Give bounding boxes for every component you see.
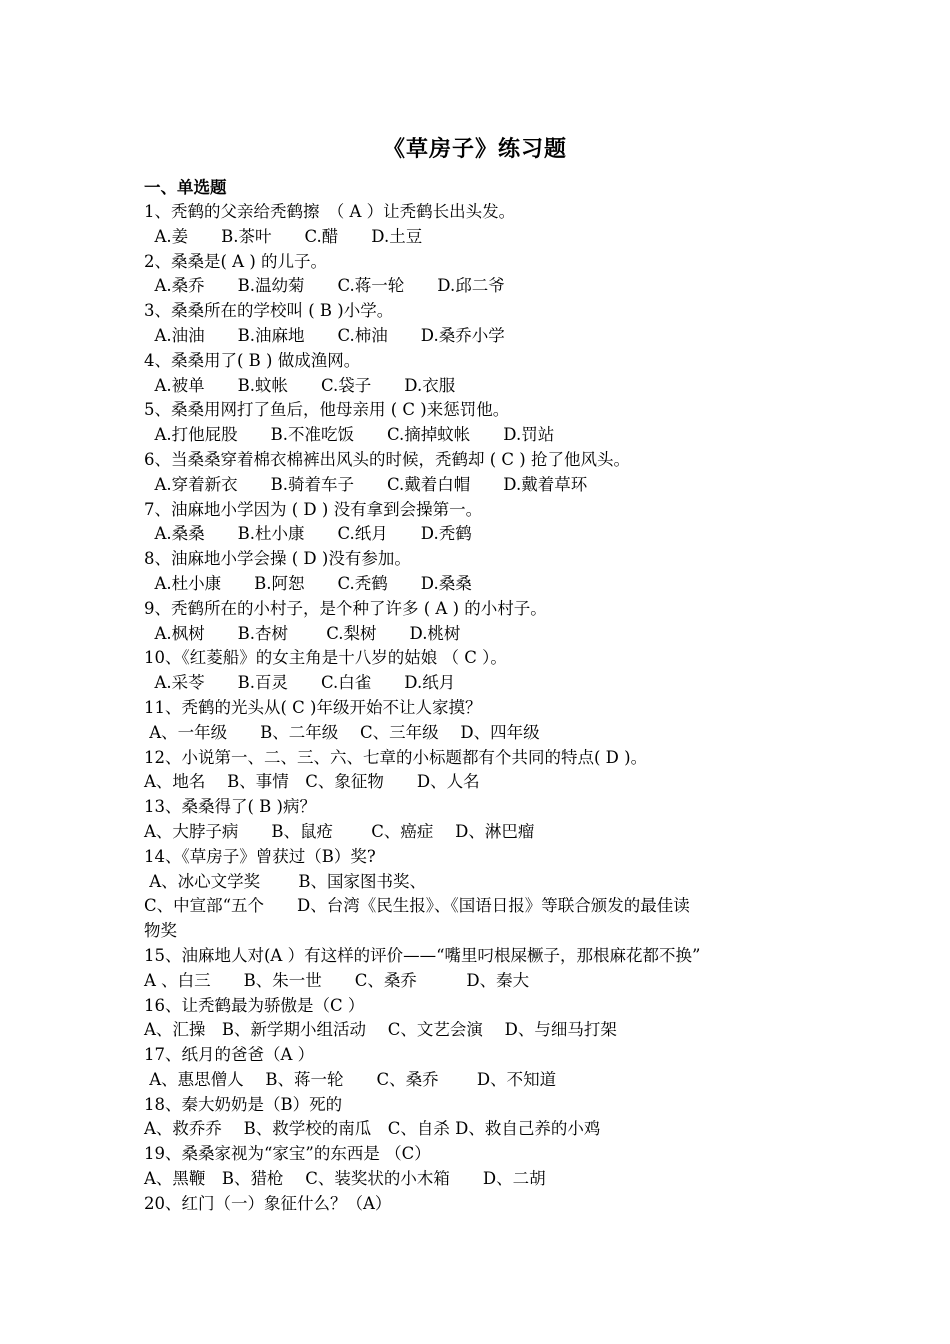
section-heading: 一、单选题 xyxy=(144,178,227,197)
text-line: A、黑鞭 B、猎枪 C、装奖状的小木箱 D、二胡 xyxy=(144,1169,546,1189)
text-line: A、一年级 B、二年级 C、三年级 D、四年级 xyxy=(144,722,540,742)
text-line: A.桑桑 B.杜小康 C.纸月 D.秃鹤 xyxy=(144,524,472,544)
text-line: 9、秃鹤所在的小村子，是个种了许多 ( A ) 的小村子。 xyxy=(144,598,547,618)
text-line: 3、桑桑所在的学校叫 ( B )小学。 xyxy=(144,301,394,321)
text-line: 4、桑桑用了( B ) 做成渔网。 xyxy=(144,350,361,370)
text-line: A、救乔乔 B、救学校的南瓜 C、自杀 D、救自己养的小鸡 xyxy=(144,1119,601,1139)
text-line: 17、纸月的爸爸（A ） xyxy=(144,1045,315,1065)
text-line: 2、桑桑是( A ) 的儿子。 xyxy=(144,251,328,271)
text-line: A.被单 B.蚊帐 C.袋子 D.衣服 xyxy=(144,375,456,395)
text-line: 10、《红菱船》的女主角是十八岁的姑娘 （ C ）。 xyxy=(144,648,507,668)
text-line: A.打他屁股 B.不准吃饭 C.摘掉蚊帐 D.罚站 xyxy=(144,425,555,445)
text-line: 18、秦大奶奶是（B）死的 xyxy=(144,1094,343,1114)
text-line: A.油油 B.油麻地 C.柿油 D.桑乔小学 xyxy=(144,325,505,345)
text-line: A.枫树 B.杏树 C.梨树 D.桃树 xyxy=(144,623,461,643)
text-line: 物奖 xyxy=(144,921,177,941)
text-line: 5、桑桑用网打了鱼后，他母亲用 ( C )来惩罚他。 xyxy=(144,400,510,420)
text-line: 7、油麻地小学因为 ( D ) 没有拿到会操第一。 xyxy=(144,499,483,519)
text-line: 13、桑桑得了( B )病？ xyxy=(144,797,316,817)
text-line: 6、当桑桑穿着棉衣棉裤出风头的时候，秃鹤却 ( C ) 抢了他风头。 xyxy=(144,449,630,469)
text-line: A、汇操 B、新学期小组活动 C、文艺会演 D、与细马打架 xyxy=(144,1020,617,1040)
text-line: A.杜小康 B.阿恕 C.秃鹤 D.桑桑 xyxy=(144,573,472,593)
text-line: 16、让秃鹤最为骄傲是（C ） xyxy=(144,995,365,1015)
text-line: A.穿着新衣 B.骑着车子 C.戴着白帽 D.戴着草环 xyxy=(144,474,588,494)
text-line: 1、秃鹤的父亲给秃鹤擦 （ A ）让秃鹤长出头发。 xyxy=(144,202,516,221)
text-line: 20、红门（一）象征什么？（A） xyxy=(144,1193,392,1213)
text-line: A.采苓 B.百灵 C.白雀 D.纸月 xyxy=(144,673,456,693)
text-line: 11、秃鹤的光头从( C )年级开始不让人家摸？ xyxy=(144,697,482,717)
text-line: A.桑乔 B.温幼菊 C.蒋一轮 D.邱二爷 xyxy=(144,276,505,296)
text-line: A、冰心文学奖 B、国家图书奖、 xyxy=(144,871,427,891)
text-line: 8、油麻地小学会操 ( D )没有参加。 xyxy=(144,549,411,569)
text-line: A 、白三 B、朱一世 C、桑乔 D、秦大 xyxy=(144,970,530,990)
text-line: A.姜 B.茶叶 C.醋 D.土豆 xyxy=(144,226,423,246)
text-line: A、大脖子病 B、鼠疮 C、癌症 D、淋巴瘤 xyxy=(144,821,535,841)
document-title: 《草房子》练习题 xyxy=(382,137,567,162)
text-line: C、中宣部“五个 D、台湾《民生报》、《国语日报》等联合颁发的最佳读 xyxy=(144,896,690,916)
text-line: A、惠思僧人 B、蒋一轮 C、桑乔 D、不知道 xyxy=(144,1069,557,1089)
text-line: 19、桑桑家视为“家宝”的东西是 （C） xyxy=(144,1144,431,1164)
text-line: A、地名 B、事情 C、象征物 D、人名 xyxy=(144,772,480,792)
text-line: 15、油麻地人对(A ）有这样的评价——“嘴里叼根屎橛子，那根麻花都不换” xyxy=(144,945,701,965)
question-list xyxy=(144,200,824,1217)
text-line: 14、《草房子》曾获过（B）奖? xyxy=(144,846,376,866)
text-line: 12、小说第一、二、三、六、七章的小标题都有个共同的特点( D )。 xyxy=(144,747,648,767)
